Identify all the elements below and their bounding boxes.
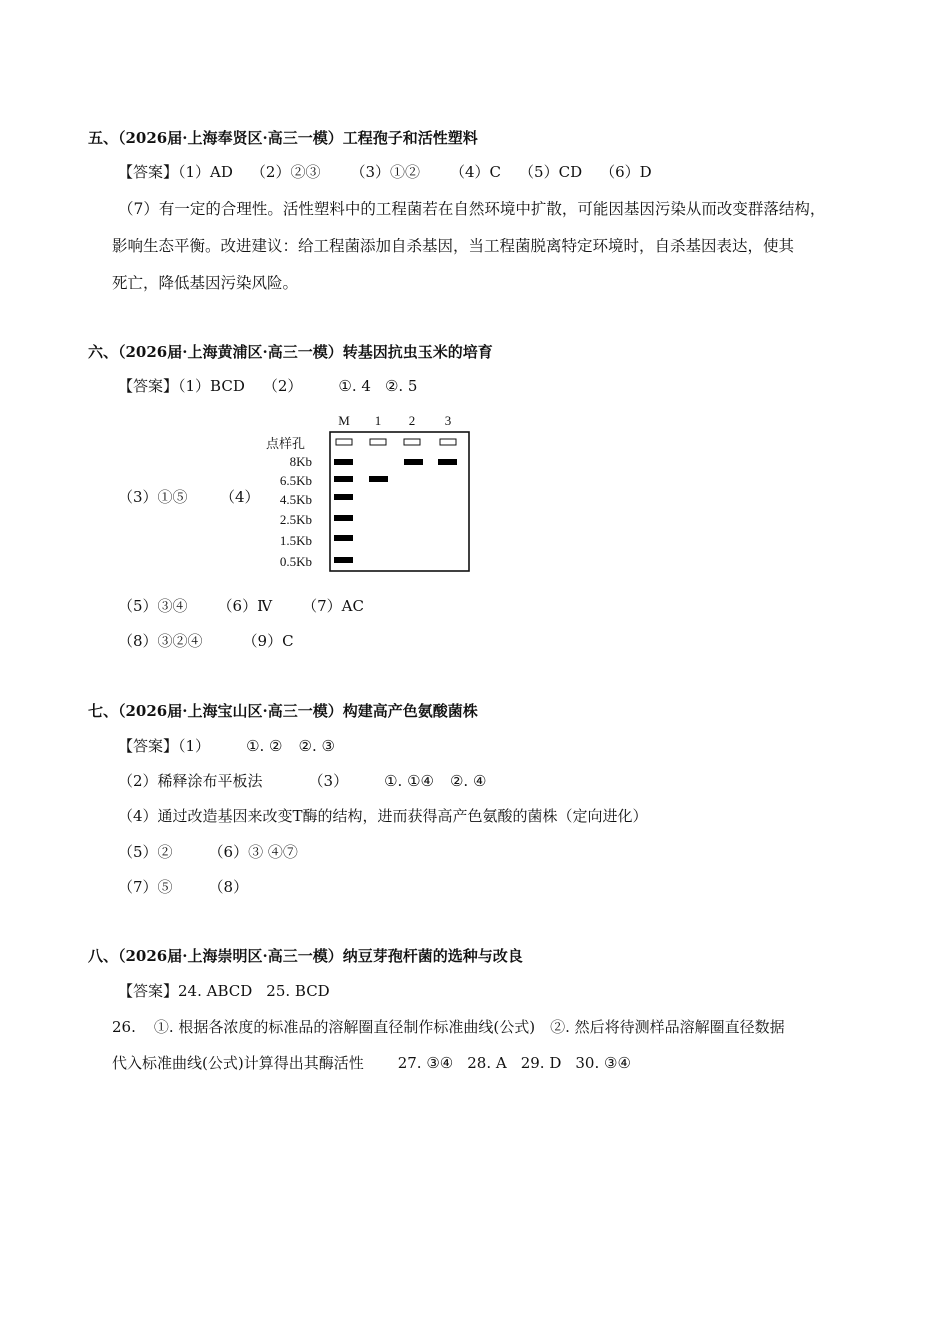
- lane-label-1: 1: [374, 413, 382, 428]
- marker-label-8kb: 8Kb: [289, 454, 312, 469]
- section7-answer-row-7: [118, 877, 248, 897]
- marker-label-2-5kb: 2.5Kb: [279, 512, 312, 527]
- answer-29: 29. D: [520, 1054, 562, 1072]
- gel-frame: [330, 432, 469, 571]
- well-label: 点样孔: [266, 437, 306, 452]
- section8-heading: 八、（2026届·上海崇明区·高三一模）纳豆芽孢杆菌的选种与改良: [88, 947, 523, 965]
- marker-label-6-5kb: 6.5Kb: [279, 473, 312, 488]
- section8-answer-row-2: [112, 1053, 631, 1073]
- section6-answer-row-3: [118, 631, 294, 651]
- answer-28: 28. A: [467, 1054, 507, 1072]
- section6-heading: 六、（2026届·上海黄浦区·高三一模）转基因抗虫玉米的培育: [88, 343, 493, 361]
- gel-bands: [334, 459, 457, 563]
- band-lane-M-0-5kb: [334, 557, 353, 563]
- answer-1: （1）: [178, 737, 211, 755]
- answer-7: （7）AC: [302, 597, 364, 615]
- section7-answer-row-2: [118, 771, 486, 791]
- well-1: [370, 439, 386, 445]
- answer-1: （1）BCD: [178, 377, 245, 395]
- answer-2: （2）稀释涂布平板法: [118, 772, 263, 790]
- answer-2: （2）②③: [250, 163, 321, 181]
- answer-1-sub2: ②. ③: [298, 737, 335, 755]
- answer-3: （3）: [308, 772, 349, 790]
- section7-answer-row-5: [118, 842, 298, 862]
- marker-label-0-5kb: 0.5Kb: [279, 554, 312, 569]
- section5-answer-7-line1: （7）有一定的合理性。活性塑料中的工程菌若在自然环境中扩散，可能因基因污染从而改变群落结构，: [118, 200, 826, 218]
- band-lane-M-4-5kb: [334, 494, 353, 500]
- answer-5: （5）CD: [519, 163, 583, 181]
- answer-3: （3）①②: [350, 163, 421, 181]
- lane-label-2: 2: [408, 413, 416, 428]
- answer-1-sub1: ①. ②: [246, 737, 283, 755]
- well-2: [404, 439, 420, 445]
- band-lane-M-1-5kb: [334, 535, 353, 541]
- band-lane-M-2-5kb: [334, 515, 353, 521]
- answer-tag: 【答案】: [118, 163, 179, 181]
- answer-6: （6）D: [600, 163, 652, 181]
- answer-6: （6）Ⅳ: [217, 597, 273, 615]
- answer-8: （8）③②④: [118, 632, 203, 650]
- answer-25: 25. BCD: [266, 982, 330, 1000]
- section5-answer-row: [118, 162, 652, 182]
- answer-2-sub1: ①. 4: [338, 377, 371, 395]
- lane-label-3: 3: [444, 413, 452, 428]
- band-lane-1-6-5kb: [369, 476, 388, 482]
- answer-26-text: ①. 根据各浓度的标准品的溶解圈直径制作标准曲线(公式) ②. 然后将待测样品溶解圈直径数据: [153, 1018, 785, 1036]
- section6-answer-4: （4）: [220, 488, 260, 506]
- section8-answer-row-1: [118, 981, 330, 1001]
- band-lane-2-8kb: [404, 459, 423, 465]
- wells: [336, 439, 456, 445]
- answer-tag: 【答案】: [118, 737, 179, 755]
- section6-answer-3: （3）①⑤: [118, 488, 188, 506]
- section5-heading: 五、（2026届·上海奉贤区·高三一模）工程孢子和活性塑料: [88, 129, 478, 147]
- section6-answer-row-2: [118, 596, 364, 616]
- band-lane-M-6-5kb: [334, 476, 353, 482]
- band-lane-M-8kb: [334, 459, 353, 465]
- well-3: [440, 439, 456, 445]
- well-M: [336, 439, 352, 445]
- section5-answer-7-line3: 死亡，降低基因污染风险。: [112, 274, 299, 292]
- lane-label-M: M: [338, 413, 350, 428]
- band-lane-3-8kb: [438, 459, 457, 465]
- answer-8: （8）: [208, 878, 249, 896]
- answer-5: （5）②: [118, 843, 173, 861]
- gel-electrophoresis-diagram: [262, 408, 476, 574]
- section8-answer-26-line1: [112, 1017, 785, 1037]
- answer-2: （2）: [262, 377, 303, 395]
- answer-4: （4）C: [450, 163, 502, 181]
- answer-26-number: 26.: [112, 1018, 136, 1036]
- section5-answer-7-line2: 影响生态平衡。改进建议：给工程菌添加自杀基因，当工程菌脱离特定环境时，自杀基因表达，使其: [112, 237, 795, 255]
- answer-2-sub2: ②. 5: [384, 377, 418, 395]
- answer-27: 27. ③④: [397, 1054, 454, 1072]
- answer-tag: 【答案】: [118, 377, 179, 395]
- answer-9: （9）C: [242, 632, 294, 650]
- section7-heading: 七、（2026届·上海宝山区·高三一模）构建高产色氨酸菌株: [88, 702, 478, 720]
- answer-24: 24. ABCD: [178, 982, 253, 1000]
- section7-answer-row-1: [118, 736, 335, 756]
- answer-tag: 【答案】: [118, 982, 179, 1000]
- answer-1: （1）AD: [178, 163, 233, 181]
- answer-7: （7）⑤: [118, 878, 173, 896]
- marker-label-1-5kb: 1.5Kb: [279, 533, 312, 548]
- section6-answer-row: [118, 376, 417, 396]
- marker-label-4-5kb: 4.5Kb: [279, 492, 312, 507]
- answer-3-sub1: ①. ①④: [384, 772, 434, 790]
- marker-labels: [280, 454, 312, 569]
- answer-26-line2: 代入标准曲线(公式)计算得出其酶活性: [112, 1054, 364, 1072]
- section7-answer-4: （4）通过改造基因来改变T酶的结构，进而获得高产色氨酸的菌株（定向进化）: [118, 807, 648, 825]
- answer-30: 30. ③④: [575, 1054, 631, 1072]
- answer-6: （6）③ ④⑦: [208, 843, 298, 861]
- answer-5: （5）③④: [118, 597, 188, 615]
- answer-3-sub2: ②. ④: [449, 772, 487, 790]
